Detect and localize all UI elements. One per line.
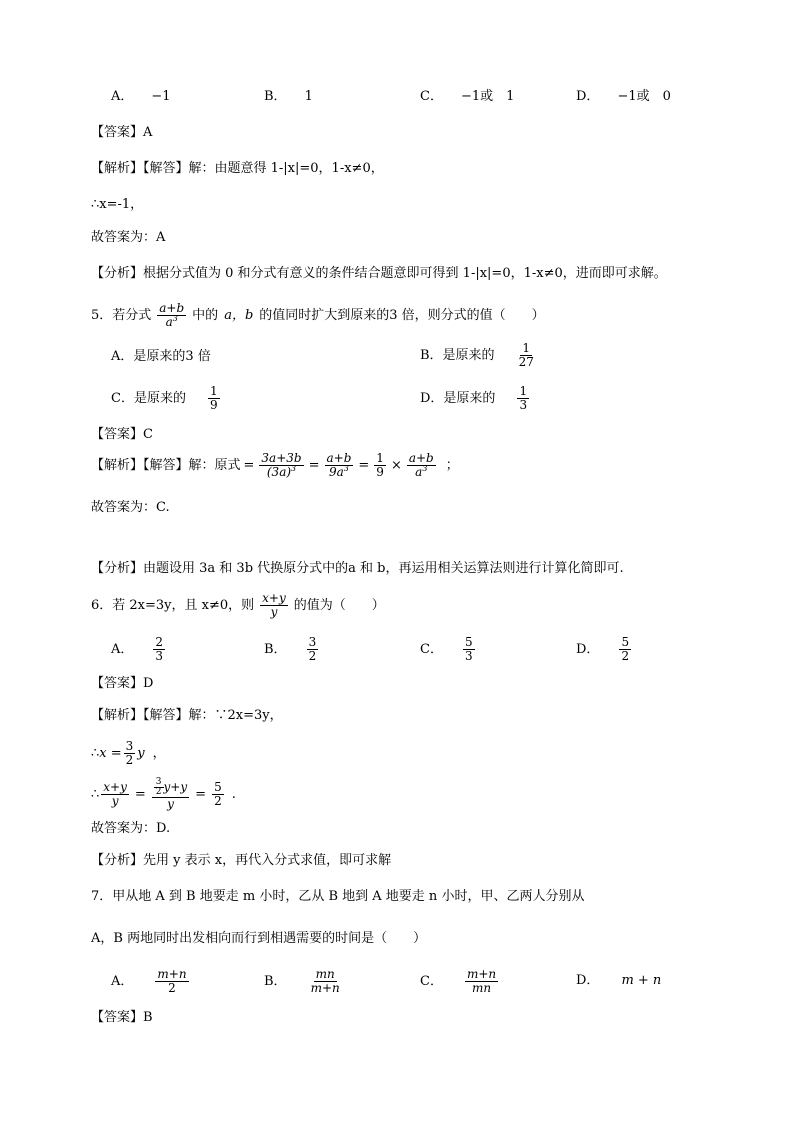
q7-stem-line1: 7．甲从地 A 到 B 地要走 m 小时，乙从 B 地到 A 地要走 n 小时，甲、乙两人分别从 [91, 889, 585, 904]
q5-answer: 【答案】C [91, 427, 153, 442]
q7-option-a: A． $\frac{m+n}{2}$ [111, 967, 187, 995]
q4-option-b: B． 1 [264, 89, 313, 104]
q4-conclusion: 故答案为：A [91, 230, 166, 245]
q6-option-d: D． $\frac{5}{2}$ [576, 635, 630, 663]
q5-fenxi: 【分析】由题设用 3a 和 3b 代换原分式中的a 和 b，再运用相关运算法则进行计算化简即可. [91, 561, 624, 576]
q6-stem: 6．若 2x=3y，且 x≠0，则 $\frac{x+y}{y}$ 的值为（ ） [91, 591, 385, 619]
q6-option-c: C． $\frac{5}{3}$ [420, 635, 473, 663]
q5-option-a: A．是原来的3 倍 [111, 349, 211, 364]
q5-option-b: B．是原来的 $\frac{1}{27}$ [420, 341, 534, 369]
q7-stem-line2: A，B 两地同时出发相向而行到相遇需要的时间是（ ） [91, 931, 427, 946]
q4-step: ∴x=-1， [91, 197, 144, 212]
q7-option-d: D． m + n [576, 973, 662, 988]
q6-fenxi: 【分析】先用 y 表示 x，再代入分式求值，即可求解 [91, 853, 392, 868]
q7-option-c: C． $\frac{m+n}{mn}$ [420, 967, 497, 995]
q7-option-b: B． $\frac{mn}{m+n}$ [264, 967, 340, 995]
q6-step2: ∴ $\frac{x+y}{y}$ = $\frac{3}{2}$ y+y y = $\frac{5}{2}$ . [91, 777, 236, 811]
q6-option-b: B． $\frac{3}{2}$ [264, 635, 317, 663]
q6-step1: ∴ x = $\frac{3}{2}$ y ， [91, 739, 166, 767]
q5-option-d: D．是原来的 $\frac{1}{3}$ [420, 384, 528, 412]
q4-option-a: A． −1 [111, 89, 171, 104]
q4-option-d: D． −1或 0 [576, 89, 671, 104]
q7-answer: 【答案】B [91, 1010, 153, 1025]
q5-option-c: C．是原来的 $\frac{1}{9}$ [111, 384, 218, 412]
q6-option-a: A． $\frac{2}{3}$ [111, 635, 164, 663]
q5-analysis: 【解析】【解答】解：原式 = $\frac{3a+3b}{(3a)^3}$ = $\frac{a+b}{9a^3}$ = $\frac{1}{9}$ × $\frac{a+b}{a^3}$ ； [91, 451, 459, 479]
q6-answer: 【答案】D [91, 676, 154, 691]
q6-conclusion: 故答案为：D. [91, 821, 171, 836]
q4-fenxi: 【分析】根据分式值为 0 和分式有意义的条件结合题意即可得到 1-|x|=0，1-x≠0，进而即可求解。 [91, 266, 667, 281]
q4-answer: 【答案】A [91, 125, 153, 140]
q4-analysis: 【解析】【解答】解：由题意得 1-|x|=0，1-x≠0， [91, 161, 384, 176]
q5-stem: 5．若分式 $\frac{a+b}{a^3}$ 中的 a，b 的值同时扩大到原来的3 倍，则分式的值（ ） [91, 301, 545, 329]
q6-analysis: 【解析】【解答】解：∵2x=3y， [91, 708, 283, 723]
q5-fraction: $\frac{a+b}{a^3}$ [159, 301, 185, 329]
q4-option-c: C． −1或 1 [420, 89, 515, 104]
q5-conclusion: 故答案为：C. [91, 500, 170, 515]
